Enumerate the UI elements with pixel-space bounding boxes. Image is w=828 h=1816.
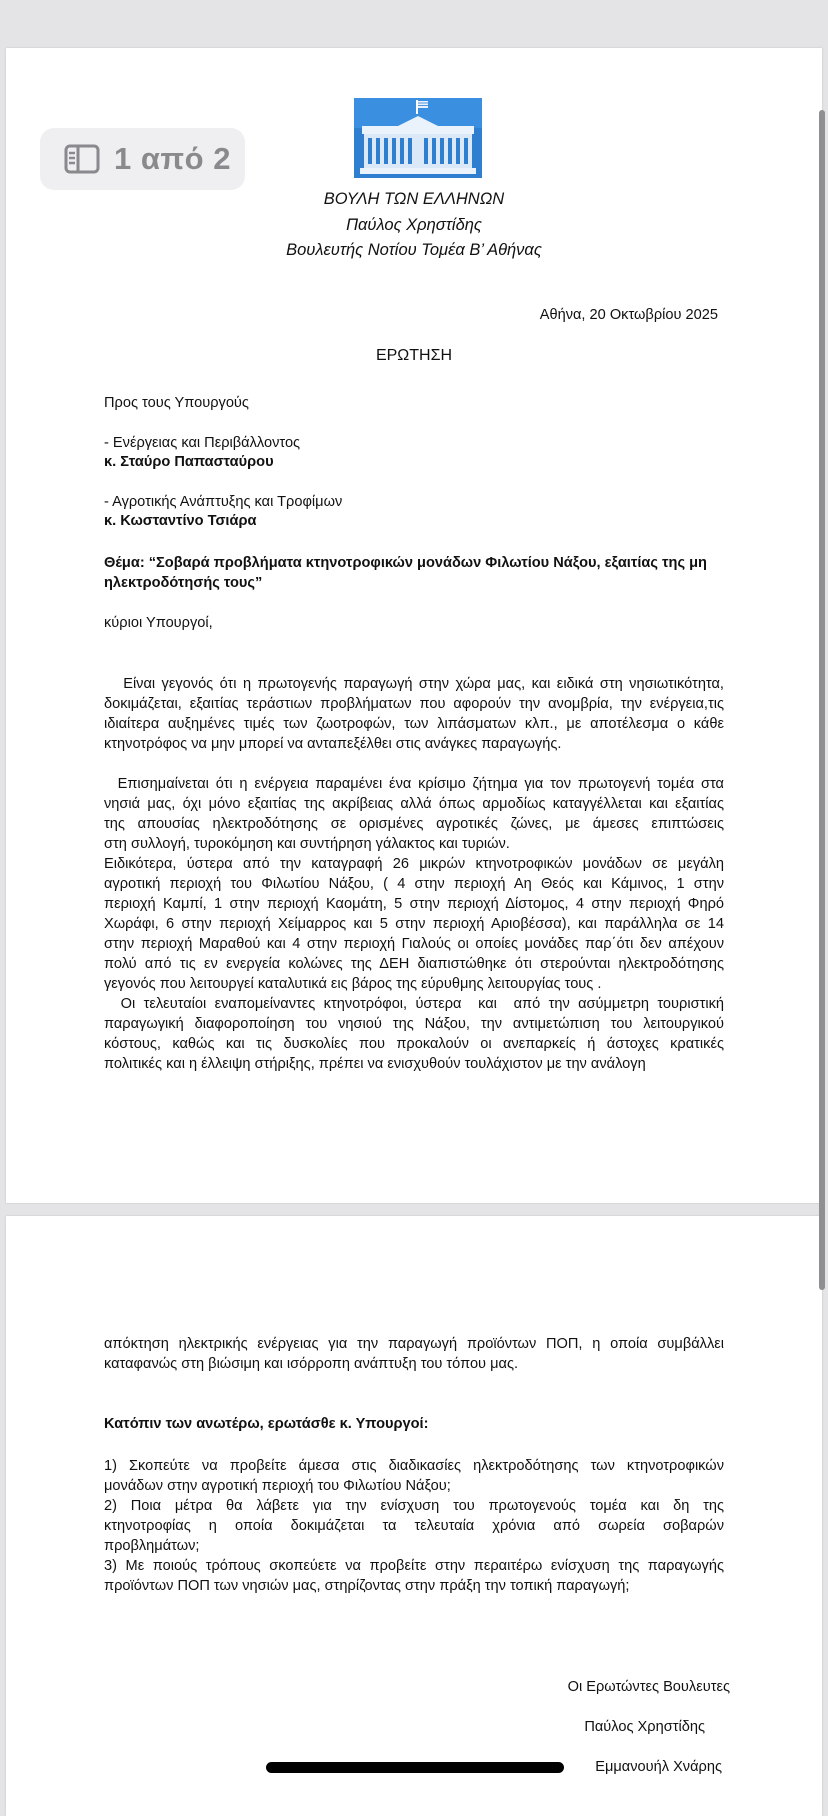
subject-line-2: ηλεκτροδότησής τους” xyxy=(104,575,263,591)
ministry-agriculture: - Αγροτικής Ανάπτυξης και Τροφίμων xyxy=(104,494,343,510)
text-line: στη συλλογή, τυροκόμηση και συντήρηση γάλακτος και τυριών. xyxy=(104,836,510,852)
vertical-scrollbar[interactable] xyxy=(819,110,825,1290)
ministry-energy: - Ενέργειας και Περιβάλλοντος xyxy=(104,435,301,451)
parliament-emblem xyxy=(354,98,482,178)
text-line: απόκτηση ηλεκτρικής ενέργειας για την παραγωγή προϊόντων ΠΟΠ, η οποία συμβάλλει xyxy=(104,1336,724,1352)
doc-type-heading: ΕΡΩΤΗΣΗ xyxy=(375,347,453,364)
text-line: Χωράφι, 6 στην περιοχή Χείμαρρος και 5 στην περιοχή Αριοβέσσα), και παράλληλα σε 14 xyxy=(104,916,724,932)
subject-line-1: Θέμα: “Σοβαρά προβλήματα κτηνοτροφικών μονάδων Φιλωτίου Νάξου, εξαιτίας της μη xyxy=(104,555,707,571)
mp-name: Παύλος Χρηστίδης xyxy=(346,216,482,234)
minister-agriculture: κ. Κωσταντίνο Τσιάρα xyxy=(104,513,257,529)
text-line: Επισημαίνεται ότι η ενέργεια παραμένει ένα κρίσιμο ζήτημα για τον πρωτογενή τομέα στα xyxy=(104,776,724,792)
salutation: κύριοι Υπουργοί, xyxy=(104,615,213,631)
recipients-line: Προς τους Υπουργούς xyxy=(104,395,249,411)
text-line: περιοχή Καμπί, 1 στην περιοχή Καομάτη, 5 στην περιοχή Δίστομος, 4 στην περιοχή Φηρό xyxy=(104,896,724,912)
text-line: πολύ από τις εν ενεργεία κολώνες της ΔΕΗ διαπιστώθηκε ότι στερούνται ηλεκτροδότησης xyxy=(104,956,724,972)
letter-date: Αθήνα, 20 Οκτωβρίου 2025 xyxy=(539,307,718,323)
text-line: στην περιοχή Μαραθού και 4 στην περιοχή Γιαλούς οι οποίες μονάδες παρ΄ότι δεν απέχουν xyxy=(104,936,724,952)
institution-title: ΒΟΥΛΗ ΤΩΝ ΕΛΛΗΝΩΝ xyxy=(323,190,505,208)
home-indicator[interactable] xyxy=(266,1762,564,1773)
list-item: μονάδων στην αγροτική περιοχή του Φιλωτίου Νάξου; xyxy=(104,1478,451,1494)
list-item: 2) Ποια μέτρα θα λάβετε για την ενίσχυση του πρωτογενούς τομέα και δη της xyxy=(104,1498,724,1514)
text-line: καταφανώς στη βιώσιμη και ισόρροπη ανάπτυξη του τόπου μας. xyxy=(104,1356,519,1372)
text-line: ιδιαίτερα αυξημένες τιμές των ζωοτροφών, των λιπάσματων κλπ., με αποτέλεσμα ο κάθε xyxy=(104,716,724,732)
document-page-2[interactable] xyxy=(6,1216,822,1816)
document-page-1[interactable] xyxy=(6,48,822,1203)
questions-heading: Κατόπιν των ανωτέρω, ερωτάσθε κ. Υπουργοί: xyxy=(104,1416,429,1432)
list-item: προϊόντων ΠΟΠ των νησιών μας, στηρίζοντας στην πράξη την τοπική παραγωγή; xyxy=(104,1578,630,1594)
text-line: νησιά μας, όχι μόνο εξαιτίας της ακρίβειας αλλά όπως αρμοδίως καταγγέλλεται και εξαιτίας xyxy=(104,796,724,812)
text-line: της απουσίας ηλεκτροδότησης σε ορισμένες αγροτικές ζώνες, με άμεσες επιπτώσεις xyxy=(104,816,724,832)
list-item: 3) Με ποιούς τρόπους σκοπεύετε να προβείτε στην περαιτέρω ενίσχυση της παραγωγής xyxy=(104,1558,724,1574)
mp-constituency: Βουλευτής Νοτίου Τομέα Β’ Αθήνας xyxy=(286,241,542,259)
signer-2: Εμμανουήλ Χνάρης xyxy=(595,1759,722,1775)
sidebar-icon xyxy=(64,144,100,174)
text-line: κτηνοτρόφος να μην μπορεί να ανταπεξέλθει στις ανάγκες παραγωγής. xyxy=(104,736,562,752)
text-line: Ειδικότερα, ύστερα από την καταγραφή 26 μικρών κτηνοτροφικών μονάδων σε μεγάλη xyxy=(104,856,724,872)
page-indicator-label: 1 από 2 xyxy=(114,141,231,176)
text-line: κόστους, καθώς και τις δυσκολίες που προκαλούν οι ανεπαρκείς ή άστοχες κρατικές xyxy=(104,1036,724,1052)
list-item: κτηνοτροφίας η οποία δοκιμάζεται τα τελευταία χρόνια από σωρεία σοβαρών xyxy=(104,1518,724,1534)
page-indicator[interactable] xyxy=(40,128,245,190)
text-line: Είναι γεγονός ότι η πρωτογενής παραγωγή στην χώρα μας, και ειδικά στη νησιωτικότητα, xyxy=(104,676,724,692)
signer-1: Παύλος Χρηστίδης xyxy=(584,1719,705,1735)
text-line: παραγωγική διαφοροποίηση του νησιού της Νάξου, την αντιμετώπιση του λειτουργικού xyxy=(104,1016,724,1032)
text-line: δοκιμάζεται, εξαιτίας τεράστιων προβλήματων που αφορούν την ανομβρία, την ενέργεια,τις xyxy=(104,696,724,712)
text-line: αγροτική περιοχή του Φιλωτίου Νάξου, ( 4 στην περιοχή Αη Θεός και Κάμινος, 1 στην xyxy=(104,876,724,892)
signoff: Οι Ερωτώντες Βουλευτες xyxy=(567,1679,730,1695)
minister-energy: κ. Σταύρο Παπασταύρου xyxy=(104,454,274,470)
text-line: πολιτικές και η έλλειψη στήριξης, πρέπει να ενισχυθούν τουλάχιστον με την ανάλογη xyxy=(104,1056,646,1072)
list-item: προβλημάτων; xyxy=(104,1538,200,1554)
text-line: Οι τελευταίοι εναπομείναντες κτηνοτρόφοι, ύστερα και από την ασύμμετρη τουριστική xyxy=(104,996,724,1012)
list-item: 1) Σκοπεύτε να προβείτε άμεσα στις διαδικασίες ηλεκτροδότησης των κτηνοτροφικών xyxy=(104,1458,724,1474)
text-line: γεγονός που λειτουργεί καταλυτικά εις βάρος της εύρυθμης λειτουργίας τους . xyxy=(104,976,602,992)
